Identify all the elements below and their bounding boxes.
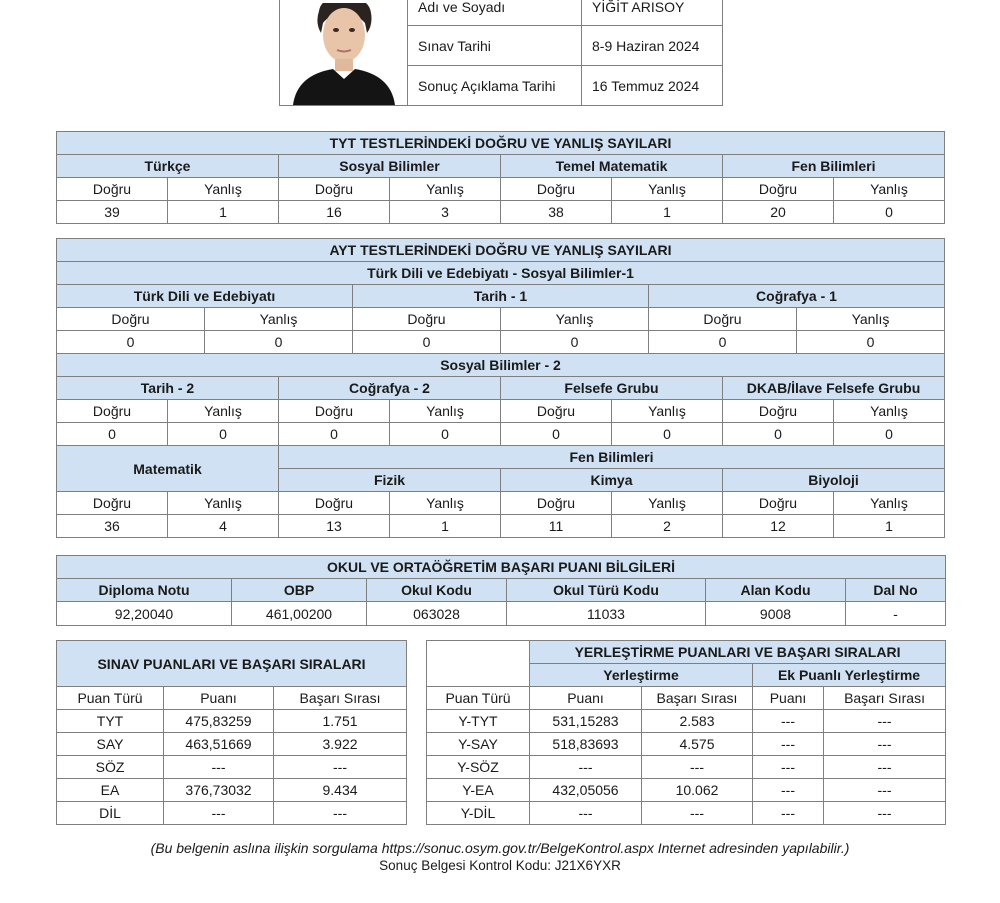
ayt-subject-dkab: DKAB/İlave Felsefe Grubu xyxy=(723,377,945,400)
ayt-subject-cografya1: Coğrafya - 1 xyxy=(649,285,945,308)
tyt-table xyxy=(56,131,945,224)
ek-basari-sirasi: --- xyxy=(824,733,946,756)
dal-no-header: Dal No xyxy=(846,579,946,602)
ayt-tarih1-yanlis: 0 xyxy=(501,331,649,354)
ayt-kimya-yanlis: 2 xyxy=(612,515,723,538)
puani-header: Puanı xyxy=(530,687,642,710)
dogru-header: Doğru xyxy=(279,178,390,201)
dal-no-value: - xyxy=(846,602,946,626)
verification-note: (Bu belgenin aslına ilişkin sorgulama https://sonuc.osym.gov.tr/BelgeKontrol.aspx Internet adresinden yapılabilir.) xyxy=(150,840,850,856)
ayt-subject-matematik: Matematik xyxy=(57,446,279,492)
tyt-turkce-yanlis: 1 xyxy=(168,201,279,224)
tyt-subject-sosyal: Sosyal Bilimler xyxy=(279,155,501,178)
yanlis-header: Yanlış xyxy=(612,178,723,201)
ayt-section2-title: Sosyal Bilimler - 2 xyxy=(57,354,945,377)
yer-group-ek-puanli: Ek Puanlı Yerleştirme xyxy=(753,664,946,687)
result-date-label: Sonuç Açıklama Tarihi xyxy=(408,66,582,106)
ayt-dkab-dogru: 0 xyxy=(723,423,834,446)
tyt-subject-turkce: Türkçe xyxy=(57,155,279,178)
basari-sirasi: --- xyxy=(274,756,407,779)
tyt-subject-fen: Fen Bilimleri xyxy=(723,155,945,178)
ayt-subject-fizik: Fizik xyxy=(279,469,501,492)
ek-puan: --- xyxy=(753,710,824,733)
puan-turu: Y-DİL xyxy=(427,802,530,825)
yanlis-header: Yanlış xyxy=(612,492,723,515)
yanlis-header: Yanlış xyxy=(501,308,649,331)
puan-turu: EA xyxy=(57,779,164,802)
exam-date-label: Sınav Tarihi xyxy=(408,26,582,66)
yer-title: YERLEŞTİRME PUANLARI VE BAŞARI SIRALARI xyxy=(530,641,946,664)
dogru-header: Doğru xyxy=(649,308,797,331)
control-code: Sonuç Belgesi Kontrol Kodu: J21X6YXR xyxy=(379,858,621,873)
ek-basari-sirasi: --- xyxy=(824,802,946,825)
puan-turu-header: Puan Türü xyxy=(57,687,164,710)
table-row xyxy=(427,756,946,779)
basari-sirasi: 9.434 xyxy=(274,779,407,802)
candidate-photo xyxy=(281,3,407,105)
puan-turu-header: Puan Türü xyxy=(427,687,530,710)
ayt-felsefe-yanlis: 0 xyxy=(612,423,723,446)
obp-header: OBP xyxy=(232,579,367,602)
tyt-sosyal-yanlis: 3 xyxy=(390,201,501,224)
dogru-header: Doğru xyxy=(501,400,612,423)
yer-corner xyxy=(427,641,530,687)
ayt-cografya2-dogru: 0 xyxy=(279,423,390,446)
ayt-subject-edebiyat: Türk Dili ve Edebiyatı xyxy=(57,285,353,308)
ayt-fizik-yanlis: 1 xyxy=(390,515,501,538)
name-value: YİĞİT ARISOY xyxy=(582,0,723,26)
okul-kodu-value: 063028 xyxy=(367,602,507,626)
ayt-kimya-dogru: 11 xyxy=(501,515,612,538)
table-row xyxy=(57,802,407,825)
basari-sirasi-header: Başarı Sırası xyxy=(642,687,753,710)
puan-turu: Y-EA xyxy=(427,779,530,802)
puan: 463,51669 xyxy=(164,733,274,756)
ayt-matematik-dogru: 36 xyxy=(57,515,168,538)
result-date-value: 16 Temmuz 2024 xyxy=(582,66,723,106)
table-row xyxy=(57,710,407,733)
basari-sirasi-header: Başarı Sırası xyxy=(274,687,407,710)
tyt-title: TYT TESTLERİNDEKİ DOĞRU VE YANLIŞ SAYILARI xyxy=(57,132,945,155)
ayt-dkab-yanlis: 0 xyxy=(834,423,945,446)
table-row xyxy=(427,779,946,802)
ayt-fen-title: Fen Bilimleri xyxy=(279,446,945,469)
puan-turu: SÖZ xyxy=(57,756,164,779)
basari-sirasi: --- xyxy=(274,802,407,825)
yanlis-header: Yanlış xyxy=(168,178,279,201)
dogru-header: Doğru xyxy=(723,178,834,201)
tyt-subject-matematik: Temel Matematik xyxy=(501,155,723,178)
dogru-header: Doğru xyxy=(279,400,390,423)
ayt-cografya1-dogru: 0 xyxy=(649,331,797,354)
exam-date-value: 8-9 Haziran 2024 xyxy=(582,26,723,66)
ayt-subject-biyoloji: Biyoloji xyxy=(723,469,945,492)
puani-header: Puanı xyxy=(164,687,274,710)
ayt-tarih1-dogru: 0 xyxy=(353,331,501,354)
okul-title: OKUL VE ORTAÖĞRETİM BAŞARI PUANI BİLGİLERİ xyxy=(57,556,946,579)
yerlestirme-table xyxy=(426,640,946,825)
alan-kodu-header: Alan Kodu xyxy=(706,579,846,602)
ayt-subject-cografya2: Coğrafya - 2 xyxy=(279,377,501,400)
dogru-header: Doğru xyxy=(57,400,168,423)
ayt-subject-felsefe: Felsefe Grubu xyxy=(501,377,723,400)
ayt-edebiyat-yanlis: 0 xyxy=(205,331,353,354)
basari-sirasi: 10.062 xyxy=(642,779,753,802)
tyt-sosyal-dogru: 16 xyxy=(279,201,390,224)
yanlis-header: Yanlış xyxy=(612,400,723,423)
sinav-puanlari-table xyxy=(56,640,407,825)
ayt-tarih2-dogru: 0 xyxy=(57,423,168,446)
table-row xyxy=(57,733,407,756)
tyt-turkce-dogru: 39 xyxy=(57,201,168,224)
basari-sirasi: 1.751 xyxy=(274,710,407,733)
dogru-header: Doğru xyxy=(501,492,612,515)
ayt-fizik-dogru: 13 xyxy=(279,515,390,538)
yanlis-header: Yanlış xyxy=(834,178,945,201)
basari-sirasi: --- xyxy=(642,802,753,825)
sinav-title: SINAV PUANLARI VE BAŞARI SIRALARI xyxy=(57,641,407,687)
okul-turu-kodu-value: 11033 xyxy=(507,602,706,626)
yanlis-header: Yanlış xyxy=(390,178,501,201)
obp-value: 461,00200 xyxy=(232,602,367,626)
puan: 432,05056 xyxy=(530,779,642,802)
ek-puan: --- xyxy=(753,802,824,825)
ayt-matematik-yanlis: 4 xyxy=(168,515,279,538)
yanlis-header: Yanlış xyxy=(797,308,945,331)
ayt-tarih2-yanlis: 0 xyxy=(168,423,279,446)
dogru-header: Doğru xyxy=(501,178,612,201)
dogru-header: Doğru xyxy=(353,308,501,331)
ek-basari-sirasi: --- xyxy=(824,710,946,733)
ek-puan: --- xyxy=(753,779,824,802)
okul-turu-kodu-header: Okul Türü Kodu xyxy=(507,579,706,602)
dogru-header: Doğru xyxy=(279,492,390,515)
puan: --- xyxy=(164,802,274,825)
yanlis-header: Yanlış xyxy=(168,400,279,423)
tyt-matematik-yanlis: 1 xyxy=(612,201,723,224)
ek-puan: --- xyxy=(753,756,824,779)
basari-sirasi: 4.575 xyxy=(642,733,753,756)
puan-turu: SAY xyxy=(57,733,164,756)
ayt-table xyxy=(56,238,945,538)
table-row xyxy=(427,733,946,756)
ek-puan: --- xyxy=(753,733,824,756)
photo-cell xyxy=(280,0,408,106)
dogru-header: Doğru xyxy=(723,400,834,423)
ek-puani-header: Puanı xyxy=(753,687,824,710)
ek-basari-sirasi: --- xyxy=(824,779,946,802)
ayt-biyoloji-dogru: 12 xyxy=(723,515,834,538)
basari-sirasi: --- xyxy=(642,756,753,779)
basari-sirasi: 3.922 xyxy=(274,733,407,756)
dogru-header: Doğru xyxy=(57,308,205,331)
puan: 531,15283 xyxy=(530,710,642,733)
table-row xyxy=(57,779,407,802)
yanlis-header: Yanlış xyxy=(390,492,501,515)
dogru-header: Doğru xyxy=(723,492,834,515)
tyt-matematik-dogru: 38 xyxy=(501,201,612,224)
puan: --- xyxy=(164,756,274,779)
yer-group-yerlestirme: Yerleştirme xyxy=(530,664,753,687)
table-row xyxy=(427,710,946,733)
puan-turu: TYT xyxy=(57,710,164,733)
ayt-biyoloji-yanlis: 1 xyxy=(834,515,945,538)
table-row xyxy=(427,802,946,825)
puan-turu: Y-SAY xyxy=(427,733,530,756)
basari-sirasi: 2.583 xyxy=(642,710,753,733)
puan-turu: Y-SÖZ xyxy=(427,756,530,779)
name-label: Adı ve Soyadı xyxy=(408,0,582,26)
okul-table xyxy=(56,555,946,626)
dogru-header: Doğru xyxy=(57,178,168,201)
puan-turu: DİL xyxy=(57,802,164,825)
yanlis-header: Yanlış xyxy=(834,400,945,423)
identity-table xyxy=(279,0,723,106)
ek-basari-sirasi: --- xyxy=(824,756,946,779)
ayt-title: AYT TESTLERİNDEKİ DOĞRU VE YANLIŞ SAYILARI xyxy=(57,239,945,262)
yanlis-header: Yanlış xyxy=(390,400,501,423)
ayt-cografya1-yanlis: 0 xyxy=(797,331,945,354)
puan: 518,83693 xyxy=(530,733,642,756)
ayt-cografya2-yanlis: 0 xyxy=(390,423,501,446)
okul-kodu-header: Okul Kodu xyxy=(367,579,507,602)
ayt-subject-kimya: Kimya xyxy=(501,469,723,492)
puan: --- xyxy=(530,802,642,825)
alan-kodu-value: 9008 xyxy=(706,602,846,626)
diploma-notu-value: 92,20040 xyxy=(57,602,232,626)
puan: 376,73032 xyxy=(164,779,274,802)
dogru-header: Doğru xyxy=(57,492,168,515)
ayt-subject-tarih1: Tarih - 1 xyxy=(353,285,649,308)
ayt-felsefe-dogru: 0 xyxy=(501,423,612,446)
puan: 475,83259 xyxy=(164,710,274,733)
yanlis-header: Yanlış xyxy=(205,308,353,331)
tyt-fen-yanlis: 0 xyxy=(834,201,945,224)
puan-turu: Y-TYT xyxy=(427,710,530,733)
table-row xyxy=(57,756,407,779)
ayt-section1-title: Türk Dili ve Edebiyatı - Sosyal Bilimler-1 xyxy=(57,262,945,285)
diploma-notu-header: Diploma Notu xyxy=(57,579,232,602)
yanlis-header: Yanlış xyxy=(168,492,279,515)
puan: --- xyxy=(530,756,642,779)
ayt-subject-tarih2: Tarih - 2 xyxy=(57,377,279,400)
yanlis-header: Yanlış xyxy=(834,492,945,515)
ayt-edebiyat-dogru: 0 xyxy=(57,331,205,354)
ek-basari-sirasi-header: Başarı Sırası xyxy=(824,687,946,710)
tyt-fen-dogru: 20 xyxy=(723,201,834,224)
